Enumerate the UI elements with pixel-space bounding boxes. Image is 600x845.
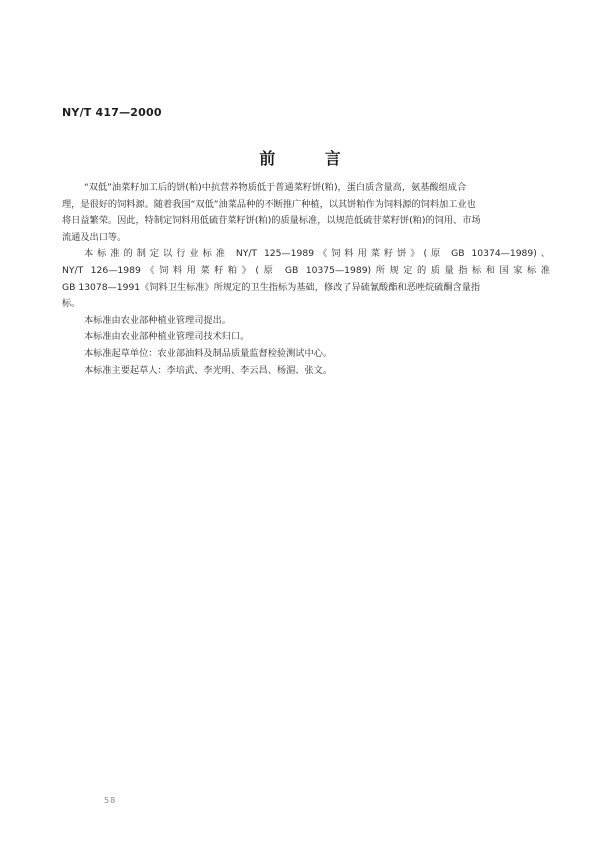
paragraph — [62, 180, 550, 246]
paragraph — [62, 246, 550, 312]
paragraph — [62, 313, 550, 330]
text-line: GB 13078—1991《饲料卫生标准》所规定的卫生指标为基础，修改了异硫氰酸酯和恶唑烷硫酮含量指 — [62, 281, 481, 293]
text-line: “双低”油菜籽加工后的饼(粕)中抗营养物质低于普通菜籽饼(粕)，蛋白质含量高，氨基酸组成合 — [84, 182, 467, 193]
text-line: 本标准的制定以行业标准 NY/T 125—1989《饲料用菜籽饼》(原 GB 10374—1989)、 — [84, 248, 550, 260]
text-line: 本标准由农业部种植业管理司提出。 — [84, 314, 231, 326]
text-line: 将日益繁荣。因此，特制定饲料用低硫苷菜籽饼(粕)的质量标准，以规范低硫苷菜籽饼(粕)的饲用、市场 — [62, 215, 481, 227]
text-line: 本标准由农业部种植业管理司技术归口。 — [84, 331, 250, 343]
paragraph — [62, 329, 550, 346]
text-line: 流通及出口等。 — [62, 231, 127, 243]
paragraph — [62, 346, 550, 363]
page-number: 58 — [104, 796, 117, 805]
standard-code: NY/T 417—2000 — [62, 106, 162, 119]
text-line: 理，是很好的饲料源。随着我国“双低”油菜品种的不断推广种植，以其饼粕作为饲料源的饲料加工业也 — [62, 198, 476, 210]
text-line: 本标准主要起草人：李培武、李光明、李云昌、杨湄、张文。 — [84, 364, 333, 376]
paragraph — [62, 363, 550, 380]
page-title: 前 言 — [259, 149, 363, 168]
text-line: NY/T 126—1989《饲料用菜籽粕》(原 GB 10375—1989)所规定的质量指标和国家标准 — [62, 264, 550, 276]
foreword-body — [62, 180, 550, 379]
text-line: 本标准起草单位：农业部油料及制品质量监督检验测试中心。 — [84, 347, 333, 359]
text-line: 标。 — [62, 298, 81, 310]
